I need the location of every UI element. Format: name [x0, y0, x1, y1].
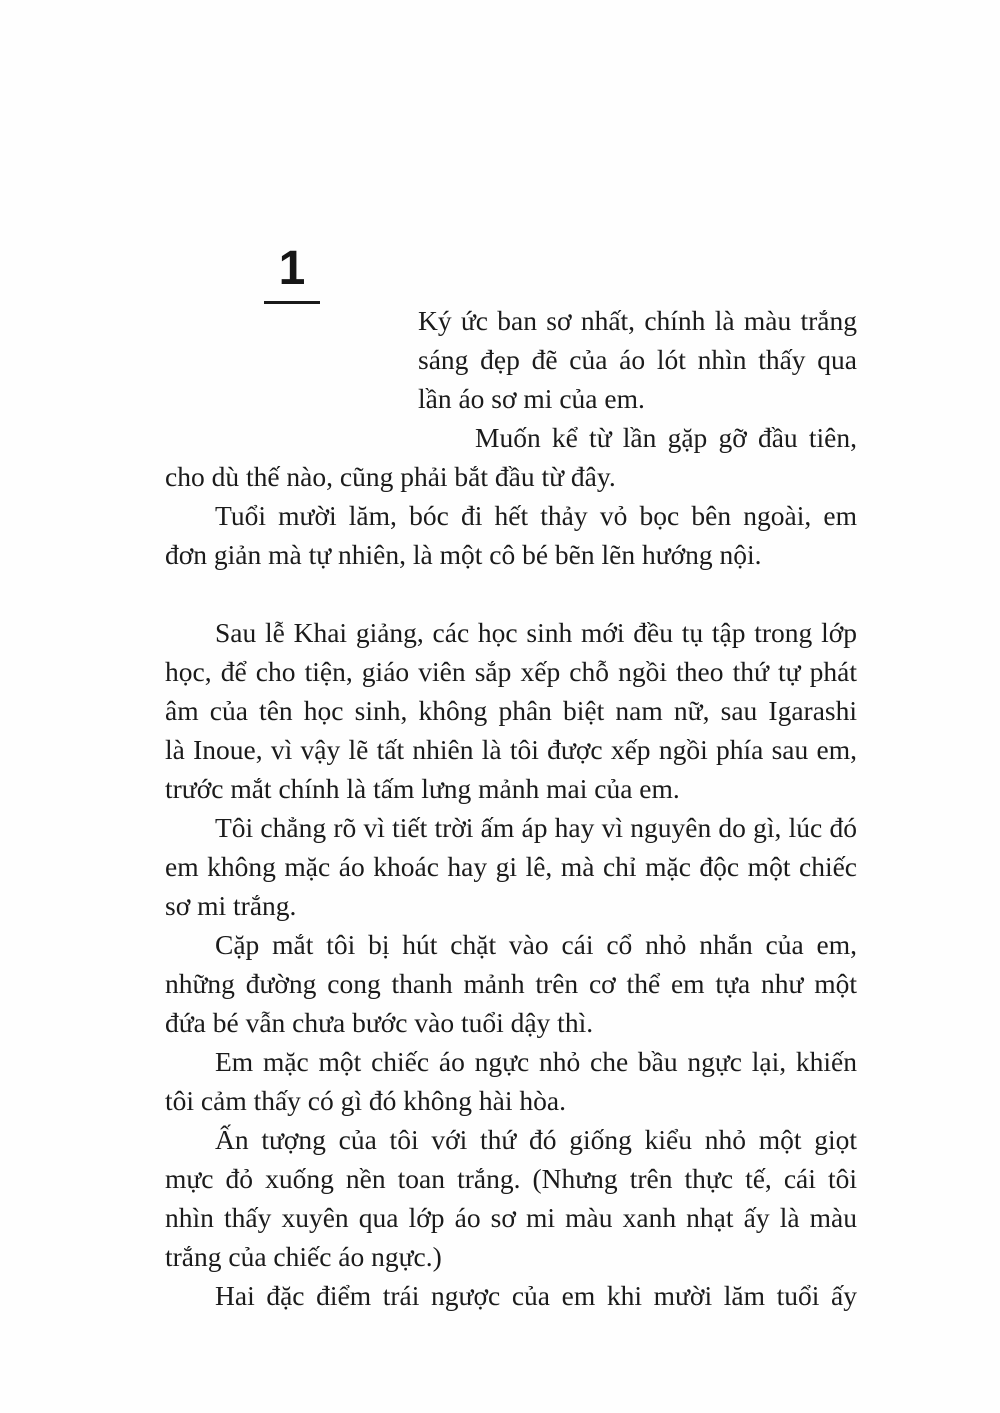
text-line: sáng đẹp đẽ của áo lót nhìn thấy qua [418, 344, 857, 375]
text-line: lần áo sơ mi của em. [418, 383, 645, 414]
chapter-heading [264, 243, 320, 304]
text-line: cho dù thế nào, cũng phải bắt đầu từ đây. [165, 461, 616, 492]
text-line: Ấn tượng của tôi với thứ đó giống kiểu nhỏ một giọt [215, 1124, 857, 1155]
text-line: Tôi chẳng rõ vì tiết trời ấm áp hay vì nguyên do gì, lúc đó [215, 812, 857, 843]
paragraph [165, 496, 857, 574]
text-line: đơn giản mà tự nhiên, là một cô bé bẽn lẽn hướng nội. [165, 539, 762, 570]
paragraph [165, 1042, 857, 1120]
paragraph [165, 1276, 857, 1315]
text-line: Hai đặc điểm trái ngược của em khi mười lăm tuổi ấy [215, 1280, 857, 1311]
text-line: Tuổi mười lăm, bóc đi hết thảy vỏ bọc bên ngoài, em [215, 500, 857, 531]
text-line: em không mặc áo khoác hay gi lê, mà chỉ mặc độc một chiếc [165, 851, 857, 882]
text-line: Em mặc một chiếc áo ngực nhỏ che bầu ngực lại, khiến [215, 1046, 857, 1077]
paragraph [165, 808, 857, 925]
paragraph [165, 418, 857, 496]
text-column [165, 301, 857, 1315]
text-line: trắng của chiếc áo ngực.) [165, 1241, 442, 1272]
text-line: sơ mi trắng. [165, 890, 297, 921]
text-line: đứa bé vẫn chưa bước vào tuổi dậy thì. [165, 1007, 594, 1038]
paragraph [165, 301, 857, 418]
text-line: nhìn thấy xuyên qua lớp áo sơ mi màu xanh nhạt ấy là màu [165, 1202, 857, 1233]
text-line: mực đỏ xuống nền toan trắng. (Nhưng trên thực tế, cái tôi [165, 1163, 857, 1194]
text-line: những đường cong thanh mảnh trên cơ thể em tựa như một [165, 968, 857, 999]
text-line: Sau lễ Khai giảng, các học sinh mới đều tụ tập trong lớp [215, 617, 857, 648]
text-line: học, để cho tiện, giáo viên sắp xếp chỗ ngồi theo thứ tự phát [165, 656, 857, 687]
paragraph [165, 1120, 857, 1276]
text-line: âm của tên học sinh, không phân biệt nam nữ, sau Igarashi [165, 695, 857, 726]
paragraph [165, 613, 857, 808]
chapter-number: 1 [278, 242, 306, 295]
paragraph [165, 925, 857, 1042]
text-line: là Inoue, vì vậy lẽ tất nhiên là tôi được xếp ngồi phía sau em, [165, 734, 857, 765]
text-line: trước mắt chính là tấm lưng mảnh mai của em. [165, 773, 680, 804]
text-line: Muốn kể từ lần gặp gỡ đầu tiên, [475, 422, 857, 453]
text-line: Cặp mắt tôi bị hút chặt vào cái cổ nhỏ nhắn của em, [215, 929, 857, 960]
text-line: tôi cảm thấy có gì đó không hài hòa. [165, 1085, 566, 1116]
text-line: Ký ức ban sơ nhất, chính là màu trắng [418, 305, 857, 336]
